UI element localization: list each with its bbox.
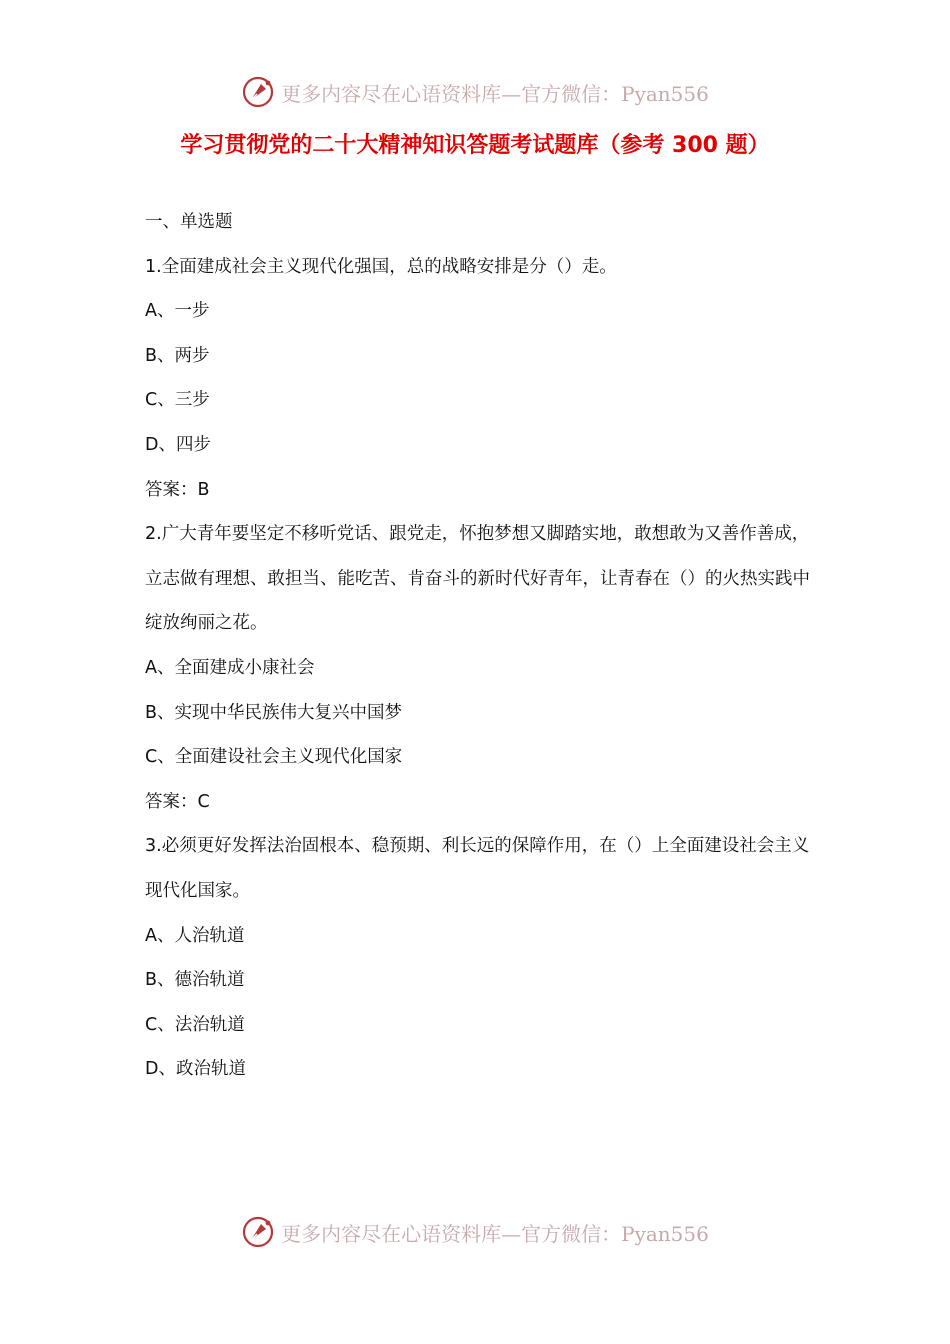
question-stem: 2.广大青年要坚定不移听党话、跟党走，怀抱梦想又脚踏实地，敢想敢为又善作善成，立志做有理想、敢担当、能吃苦、肯奋斗的新时代好青年，让青春在（）的火热实践中绽放绚丽之花。 bbox=[145, 524, 810, 634]
option-item: D、四步 bbox=[145, 434, 211, 455]
option-item: A、人治轨道 bbox=[145, 925, 245, 946]
banner-text: 更多内容尽在心语资料库—官方微信：Pyan556 bbox=[281, 1221, 709, 1246]
banner-text: 更多内容尽在心语资料库—官方微信：Pyan556 bbox=[281, 81, 709, 106]
question-stem: 1.全面建成社会主义现代化强国，总的战略安排是分（）走。 bbox=[145, 256, 617, 277]
option-item: B、实现中华民族伟大复兴中国梦 bbox=[145, 702, 403, 723]
section-heading: 一、单选题 bbox=[145, 212, 233, 232]
document-body bbox=[145, 207, 810, 1099]
option-item: C、三步 bbox=[145, 390, 210, 411]
option-item: B、德治轨道 bbox=[145, 970, 245, 991]
option-item: B、两步 bbox=[145, 345, 210, 366]
option-item: C、法治轨道 bbox=[145, 1014, 245, 1035]
option-item: D、政治轨道 bbox=[145, 1059, 246, 1080]
option-item: A、一步 bbox=[145, 301, 210, 322]
pen-nib-logo-icon bbox=[241, 75, 275, 109]
option-item: A、全面建成小康社会 bbox=[145, 657, 315, 678]
pen-nib-logo-icon bbox=[241, 1215, 275, 1249]
question-stem: 3.必须更好发挥法治固根本、稳预期、利长远的保障作用，在（）上全面建设社会主义现代化国家。 bbox=[145, 836, 810, 901]
header-watermark-banner bbox=[0, 72, 950, 112]
footer-watermark-banner bbox=[0, 1212, 950, 1252]
document-title: 学习贯彻党的二十大精神知识答题考试题库（参考 300 题） bbox=[180, 133, 770, 158]
option-item: C、全面建设社会主义现代化国家 bbox=[145, 747, 403, 768]
answer-line: 答案：B bbox=[145, 479, 210, 500]
answer-line: 答案：C bbox=[145, 791, 210, 812]
